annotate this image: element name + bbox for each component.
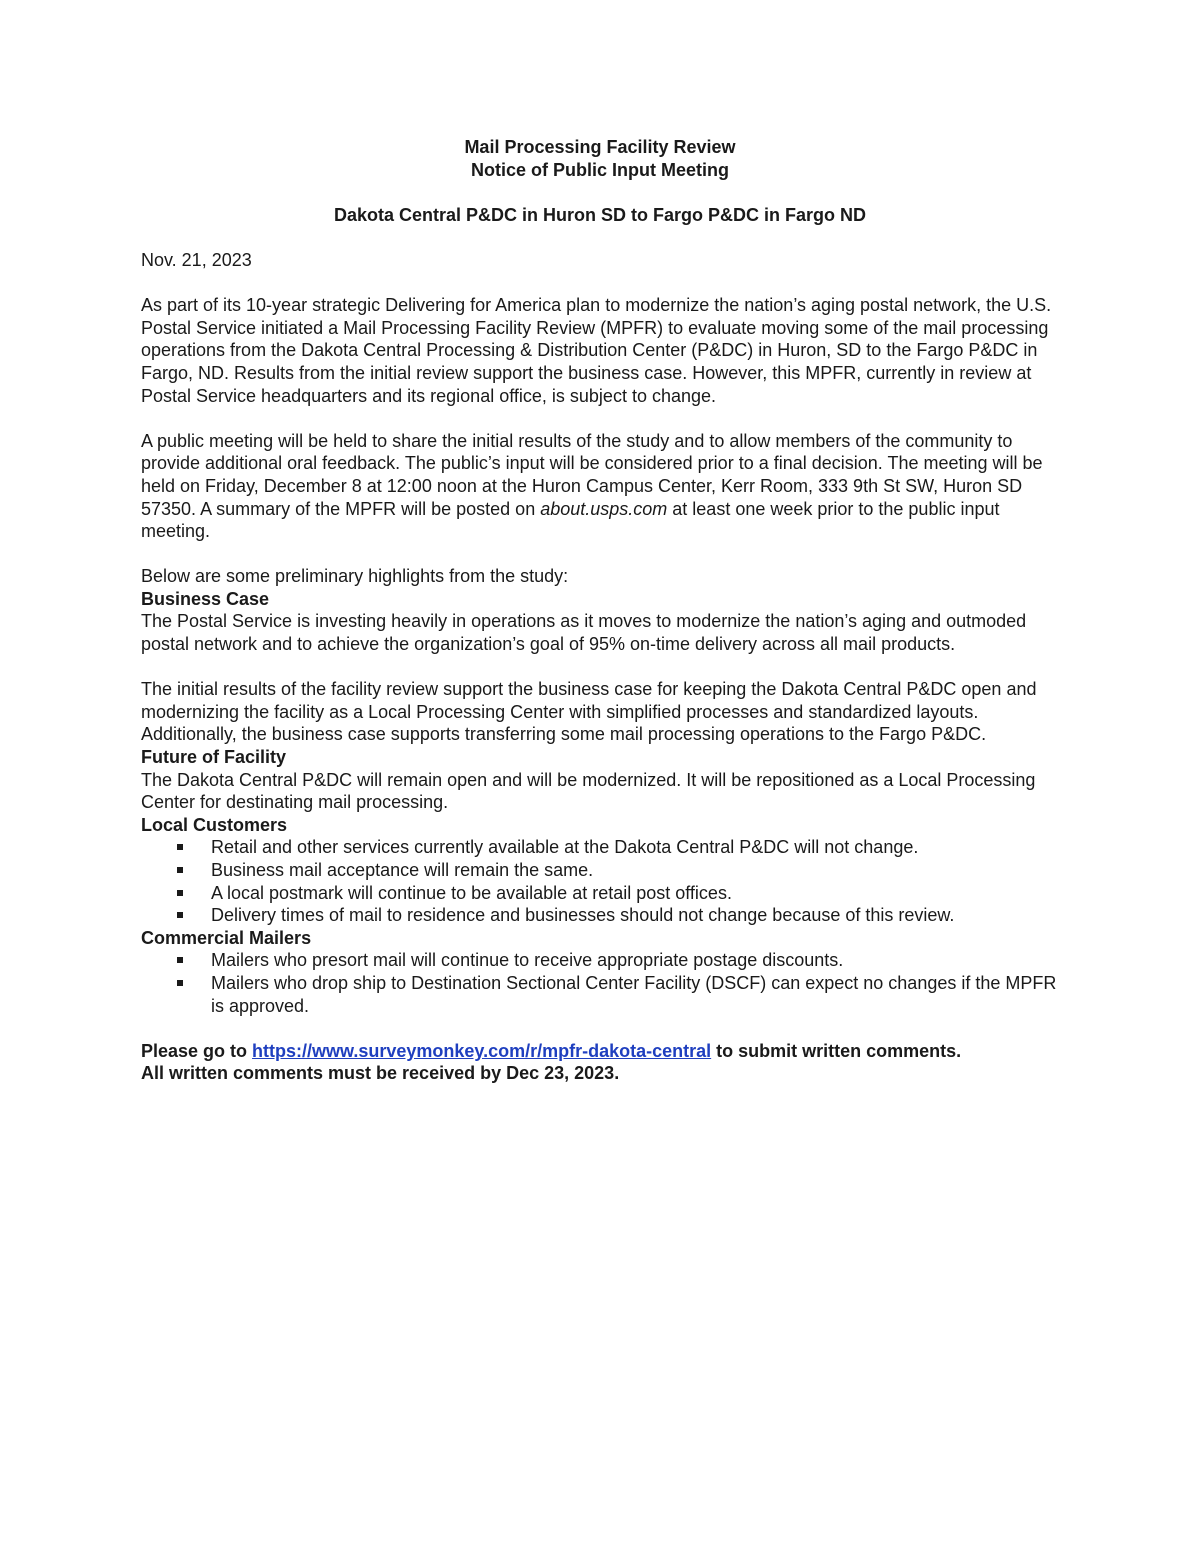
list-item-text: Mailers who drop ship to Destination Sectional Center Facility (DSCF) can expect no changes if the MPFR is approved. — [211, 972, 1057, 1016]
future-facility-paragraph: The Dakota Central P&DC will remain open and will be modernized. It will be repositioned as a Local Processing Center for destinating mail processing. — [141, 769, 1036, 813]
list-item-text: Retail and other services currently available at the Dakota Central P&DC will not change. — [211, 837, 919, 858]
document-subtitle: Dakota Central P&DC in Huron SD to Fargo P&DC in Fargo ND — [333, 204, 867, 225]
business-case-paragraph-2: The initial results of the facility review support the business case for keeping the Dakota Central P&DC open and modernizing the facility as a Local Processing Center with simplified processes and standardized layouts. Additionally, the business case supports transferring some mail processing operations to the Fargo P&DC. — [141, 679, 1037, 745]
list-item-text: A local postmark will continue to be available at retail post offices. — [211, 882, 732, 903]
list-item — [141, 859, 1059, 882]
list-item — [141, 904, 1059, 927]
usps-website-reference: about.usps.com — [540, 498, 668, 519]
business-case-paragraph-1: The Postal Service is investing heavily in operations as it moves to modernize the nation’s aging and outmoded postal network and to achieve the organization’s goal of 95% on-time delivery across all mail products. — [141, 611, 1027, 655]
list-item-text: Mailers who presort mail will continue to receive appropriate postage discounts. — [211, 950, 844, 971]
document-date: Nov. 21, 2023 — [141, 249, 252, 270]
list-item — [141, 949, 1059, 972]
intro-paragraph-2 — [141, 430, 1059, 543]
list-item — [141, 836, 1059, 859]
document-page — [141, 136, 1059, 1085]
future-facility-heading: Future of Facility — [141, 747, 287, 768]
list-item-text: Business mail acceptance will remain the same. — [211, 860, 594, 880]
survey-link[interactable]: https://www.surveymonkey.com/r/mpfr-dakota-central — [252, 1040, 712, 1061]
title-line-1: Mail Processing Facility Review — [464, 137, 736, 157]
list-item — [141, 972, 1059, 1017]
closing-deadline: All written comments must be received by Dec 23, 2023. — [141, 1063, 620, 1084]
local-customers-heading: Local Customers — [141, 814, 288, 835]
list-item — [141, 882, 1059, 905]
list-item-text: Delivery times of mail to residence and businesses should not change because of this review. — [211, 905, 955, 926]
closing-statement — [141, 1040, 1059, 1085]
commercial-mailers-list — [141, 949, 1059, 1017]
business-case-heading: Business Case — [141, 588, 270, 609]
document-title — [141, 136, 1059, 181]
intro-paragraph-3: Below are some preliminary highlights from the study: — [141, 566, 569, 587]
local-customers-list — [141, 836, 1059, 926]
title-line-2: Notice of Public Input Meeting — [471, 159, 729, 180]
intro-paragraph-2-text-b: at least one week prior to the public input meeting. — [141, 498, 1000, 542]
intro-paragraph-1: As part of its 10-year strategic Delivering for America plan to modernize the nation’s aging postal network, the U.S. Postal Service initiated a Mail Processing Facility Review (MPFR) to evaluate moving some of the mail processing operations from the Dakota Central Processing & Distribution Center (P&DC) in Huron, SD to the Fargo P&DC in Fargo, ND. Results from the initial review support the business case. However, this MPFR, currently in review at Postal Service headquarters and its regional office, is subject to change. — [141, 295, 1052, 406]
commercial-mailers-heading: Commercial Mailers — [141, 927, 312, 948]
closing-suffix: to submit written comments. — [711, 1040, 962, 1061]
closing-prefix: Please go to — [141, 1040, 253, 1061]
intro-paragraph-2-text-a: A public meeting will be held to share the initial results of the study and to allow members of the community to provide additional oral feedback. The public’s input will be considered prior to a final decision. The meeting will be held on Friday, December 8 at 12:00 noon at the Huron Campus Center, Kerr Room, 333 9th St SW, Huron SD 57350. A summary of the MPFR will be posted on — [141, 430, 1043, 519]
